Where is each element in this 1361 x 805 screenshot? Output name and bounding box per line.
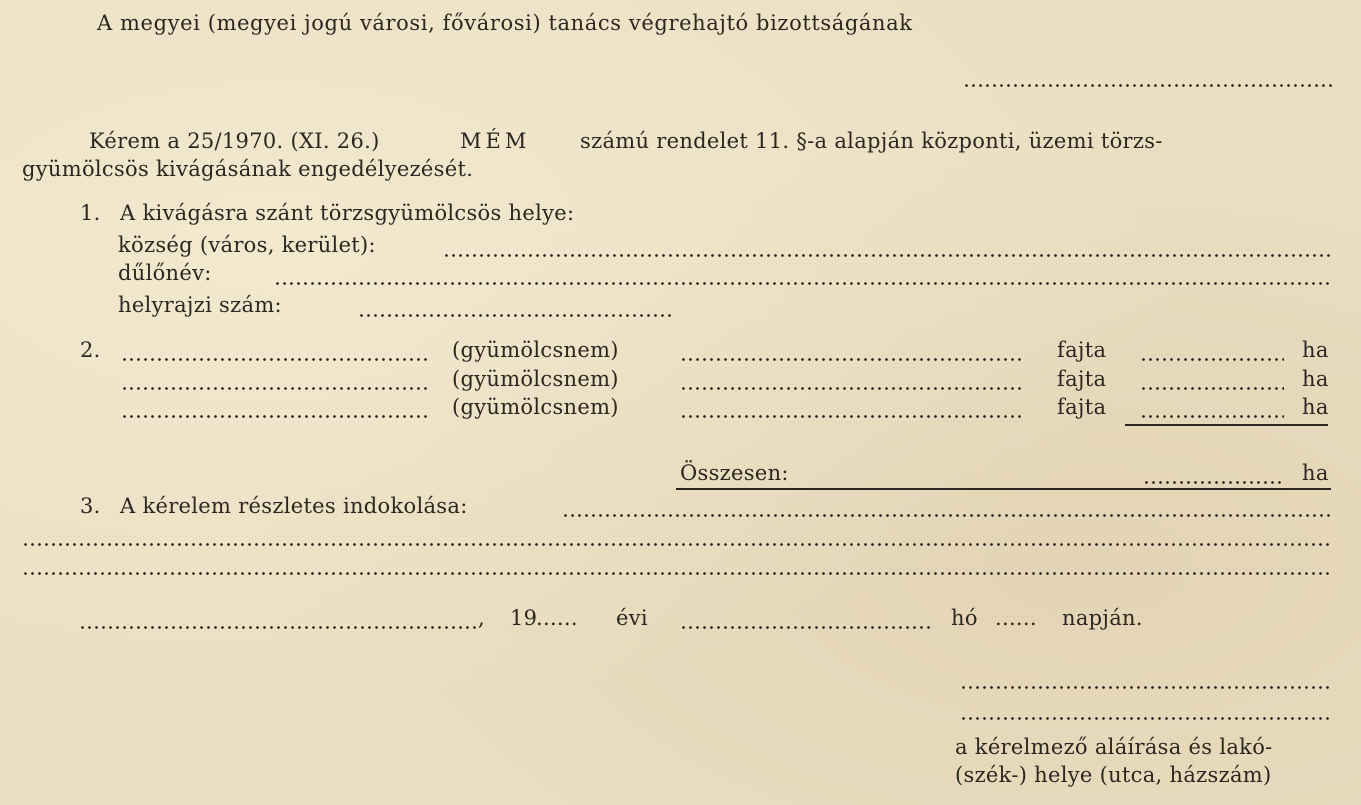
ha-unit: ha bbox=[1302, 338, 1329, 362]
ha-unit: ha bbox=[1302, 367, 1329, 391]
request-text-line2: gyümölcsös kivágásának engedélyezését. bbox=[22, 157, 474, 181]
gyumolcsnem-label: (gyümölcsnem) bbox=[452, 395, 619, 419]
gyumolcsnem-label: (gyümölcsnem) bbox=[452, 338, 619, 362]
signature-field[interactable] bbox=[960, 686, 1332, 689]
justification-field-line1[interactable] bbox=[562, 514, 1333, 517]
gyumolcsnem-field[interactable] bbox=[121, 415, 428, 418]
row-value-field[interactable] bbox=[680, 358, 1022, 361]
sum-rule bbox=[1125, 424, 1328, 426]
item1-number: 1. bbox=[80, 201, 101, 225]
request-mem: MÉM bbox=[460, 129, 531, 153]
request-text-part1: Kérem a 25/1970. (XI. 26.) bbox=[89, 129, 380, 153]
item1-title: A kivágásra szánt törzsgyümölcsös helye: bbox=[120, 201, 575, 225]
ha-unit: ha bbox=[1302, 395, 1329, 419]
total-rule bbox=[676, 488, 1331, 490]
hrsz-label: helyrajzi szám: bbox=[118, 293, 282, 317]
day-word: napján. bbox=[1062, 606, 1143, 630]
hectare-field[interactable] bbox=[1140, 415, 1284, 418]
justification-field-line3[interactable] bbox=[22, 572, 1333, 575]
row-value-field[interactable] bbox=[680, 387, 1022, 390]
header-title: A megyei (megyei jogú városi, fővárosi) tanács végrehajtó bizottságának bbox=[97, 11, 913, 35]
month-word: hó bbox=[951, 606, 978, 630]
justification-field-line2[interactable] bbox=[22, 543, 1333, 546]
item2-number: 2. bbox=[80, 338, 101, 362]
kozseg-label: község (város, kerület): bbox=[118, 233, 376, 257]
item3-number: 3. bbox=[80, 494, 101, 518]
fajta-label: fajta bbox=[1057, 395, 1107, 419]
hrsz-field[interactable] bbox=[358, 314, 671, 317]
dulonev-label: dűlőnév: bbox=[118, 261, 212, 285]
total-label: Összesen: bbox=[680, 461, 789, 485]
row-value-field[interactable] bbox=[680, 415, 1022, 418]
place-field[interactable] bbox=[79, 626, 476, 629]
fajta-label: fajta bbox=[1057, 338, 1107, 362]
gyumolcsnem-field[interactable] bbox=[121, 387, 428, 390]
month-field[interactable] bbox=[680, 626, 934, 629]
day-blank[interactable]: ...... bbox=[995, 606, 1037, 630]
request-text-part2: számú rendelet 11. §-a alapján központi, üzemi törzs- bbox=[580, 129, 1163, 153]
gyumolcsnem-label: (gyümölcsnem) bbox=[452, 367, 619, 391]
authority-name-field[interactable] bbox=[963, 84, 1335, 87]
gyumolcsnem-field[interactable] bbox=[121, 358, 428, 361]
signature-caption-line1: a kérelmező aláírása és lakó- bbox=[955, 735, 1273, 759]
fajta-label: fajta bbox=[1057, 367, 1107, 391]
total-unit: ha bbox=[1302, 461, 1329, 485]
dulonev-field[interactable] bbox=[274, 282, 1333, 285]
hectare-field[interactable] bbox=[1140, 358, 1284, 361]
hectare-field[interactable] bbox=[1140, 387, 1284, 390]
item3-label: A kérelem részletes indokolása: bbox=[120, 494, 468, 518]
address-field[interactable] bbox=[960, 717, 1332, 720]
signature-caption-line2: (szék-) helye (utca, házszám) bbox=[955, 763, 1272, 787]
kozseg-field[interactable] bbox=[443, 254, 1333, 257]
year-word: évi bbox=[616, 606, 648, 630]
total-field[interactable] bbox=[1143, 481, 1285, 484]
date-comma: , bbox=[478, 606, 485, 630]
year-prefix: 19 bbox=[510, 606, 538, 630]
year-blank[interactable]: ...... bbox=[536, 606, 578, 630]
